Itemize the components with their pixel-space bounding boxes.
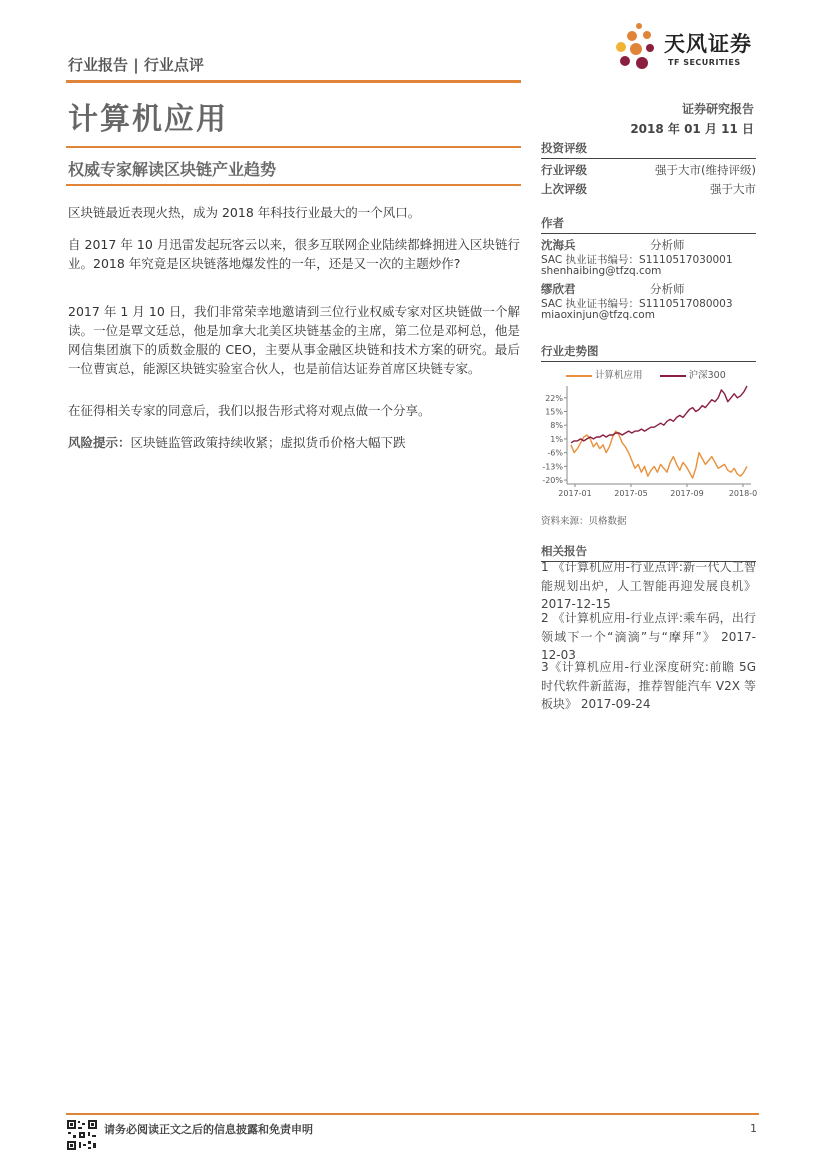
series-line-1 <box>571 431 747 478</box>
trend-heading: 行业走势图 <box>541 343 756 362</box>
analyst-2-title: 分析师 <box>650 282 685 296</box>
related-report-1[interactable]: 1 《计算机应用-行业点评:新一代人工智能规划出炉，人工智能再迎发展良机》 2017-12-15 <box>541 560 756 611</box>
x-tick-label: 2018-0 <box>728 489 757 498</box>
authors-heading: 作者 <box>541 215 756 234</box>
industry-title: 计算机应用 <box>68 102 228 137</box>
logo-text-cn: 天风证券 <box>664 32 752 56</box>
risk-text: 区块链监管政策持续收紧；虚拟货币价格大幅下跌 <box>130 435 406 450</box>
logo-mark-icon <box>612 22 662 72</box>
disclaimer-notice: 请务必阅读正文之后的信息披露和免责申明 <box>104 1123 313 1136</box>
y-tick-label: -6% <box>547 448 563 458</box>
prev-rating-value: 强于大市 <box>710 182 756 196</box>
qr-code-icon[interactable] <box>66 1119 98 1151</box>
analyst-1-sac: SAC 执业证书编号：S1110517030001 <box>541 254 733 266</box>
analyst-2-sac: SAC 执业证书编号：S1110517080003 <box>541 298 733 310</box>
related-heading: 相关报告 <box>541 543 756 562</box>
analyst-2-email[interactable]: miaoxinjun@tfzq.com <box>541 309 655 321</box>
document-type: 证券研究报告 <box>681 102 754 116</box>
industry-rating-label: 行业评级 <box>541 163 587 177</box>
risk-label: 风险提示： <box>68 435 131 450</box>
legend-label-1: 计算机应用 <box>595 370 643 381</box>
body-paragraph-4: 在征得相关专家的同意后，我们以报告形式将对观点做一个分享。 <box>68 403 431 418</box>
industry-rating-row <box>541 162 756 178</box>
header-divider <box>66 80 521 83</box>
y-tick-label: 15% <box>545 407 563 417</box>
trend-chart <box>541 384 757 502</box>
footer-divider <box>66 1113 759 1115</box>
industry-rating-value: 强于大市(维持评级) <box>655 163 756 177</box>
y-tick-label: 22% <box>545 393 563 403</box>
related-report-2[interactable]: 2 《计算机应用-行业点评:乘车码，出行领域下一个“滴滴”与“摩拜”》 2017-12-03 <box>541 611 756 662</box>
prev-rating-label: 上次评级 <box>541 182 587 196</box>
analyst-2-name: 缪欣君 <box>541 282 576 296</box>
legend-swatch-2 <box>660 375 686 377</box>
tf-securities-logo <box>612 22 762 72</box>
x-tick-label: 2017-01 <box>558 489 592 498</box>
prev-rating-row <box>541 181 756 197</box>
body-paragraph-3: 2017 年 1 月 10 日，我们非常荣幸地邀请到三位行业权威专家对区块链做一个解读。一位是覃文廷总，他是加拿大北美区块链基金的主席，第二位是邓柯总，他是网信集团旗下的质数金服的 CEO，主要从事金融区块链和技术方案的研究。最后一位曹寅总，能源区块链实验室合伙人，也是前信达证券首席区块链专家。 <box>68 304 520 376</box>
legend-swatch-1 <box>566 375 592 377</box>
x-tick-label: 2017-05 <box>614 489 648 498</box>
analyst-1-email[interactable]: shenhaibing@tfzq.com <box>541 265 662 277</box>
y-tick-label: -20% <box>542 476 563 486</box>
analyst-1-name: 沈海兵 <box>541 238 576 252</box>
report-category: 行业报告 | 行业点评 <box>68 56 204 74</box>
risk-warning <box>68 433 520 452</box>
y-tick-label: -13% <box>542 462 563 472</box>
chart-source: 资料来源：贝格数据 <box>541 516 627 527</box>
series-line-2 <box>571 386 747 443</box>
body-paragraph-1: 区块链最近表现火热，成为 2018 年科技行业最大的一个风口。 <box>68 205 421 220</box>
body-paragraph-2: 自 2017 年 10 月迅雷发起玩客云以来，很多互联网企业陆续都蜂拥进入区块链行业。2018 年究竟是区块链落地爆发性的一年，还是又一次的主题炒作? <box>68 237 520 271</box>
y-tick-label: 1% <box>550 434 563 444</box>
rating-heading: 投资评级 <box>541 140 756 159</box>
page-number: 1 <box>750 1122 757 1135</box>
related-report-3[interactable]: 3《计算机应用-行业深度研究:前瞻 5G 时代软件新蓝海，推荐智能汽车 V2X 等板块》 2017-09-24 <box>541 660 756 711</box>
legend-label-2: 沪深300 <box>688 370 726 381</box>
report-title: 权威专家解读区块链产业趋势 <box>68 160 277 179</box>
logo-text-en: TF SECURITIES <box>668 58 741 67</box>
report-date: 2018 年 01 月 11 日 <box>630 122 754 136</box>
x-tick-label: 2017-09 <box>670 489 704 498</box>
analyst-1-title: 分析师 <box>650 238 685 252</box>
report-title-box <box>66 146 521 186</box>
y-tick-label: 8% <box>550 421 563 431</box>
chart-legend <box>566 367 766 381</box>
